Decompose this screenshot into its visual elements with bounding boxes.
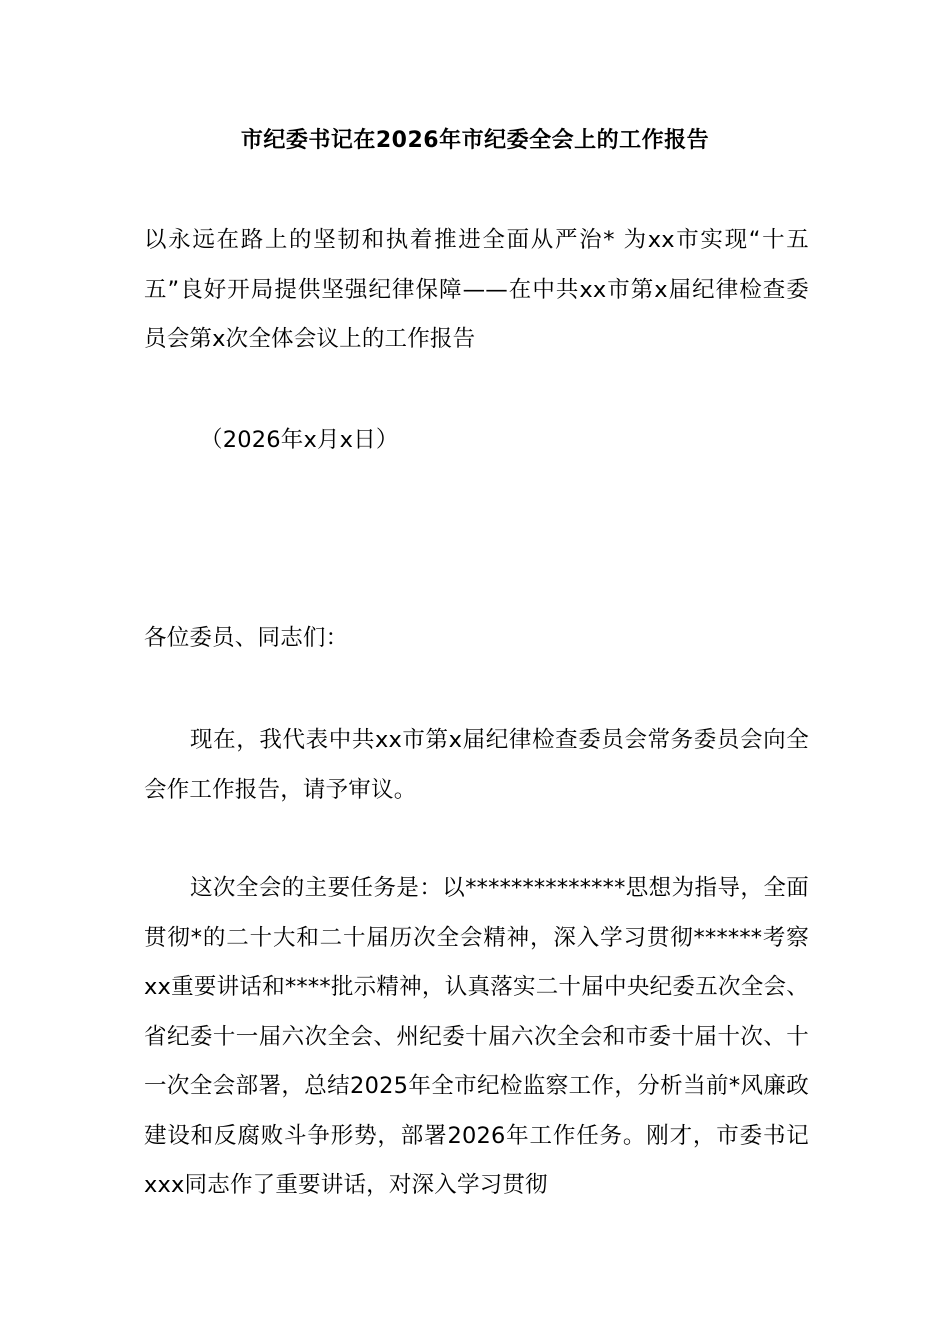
salutation: 各位委员、同志们：: [144, 625, 349, 651]
document-title: 市纪委书记在2026年市纪委全会上的工作报告: [240, 128, 710, 153]
body-paragraph: 现在，我代表中共xx市第x届纪律检查委员会常务委员会向全会作工作报告，请予审议。: [144, 727, 809, 803]
report-subtitle: 以永远在路上的坚韧和执着推进全面从严治* 为xx市实现“十五五”良好开局提供坚强纪律保障——在中共xx市第x届纪律检查委员会第x次全体会议上的工作报告: [144, 227, 809, 352]
body-paragraph: 这次全会的主要任务是：以**************思想为指导，全面贯彻*的二十大和二十届历次全会精神，深入学习贯彻******考察xx重要讲话和****批示精神，认真落实二十届中央纪委五次全会、省纪委十一届六次全会、州纪委十届六次全会和市委十届十次、十一次全会部署，总结2025年全市纪检监察工作，分析当前*风廉政建设和反腐败斗争形势，部署2026年工作任务。刚才，市委书记xxx同志作了重要讲话，对深入学习贯彻: [144, 875, 809, 1198]
report-date: （2026年x月x日）: [200, 427, 399, 453]
